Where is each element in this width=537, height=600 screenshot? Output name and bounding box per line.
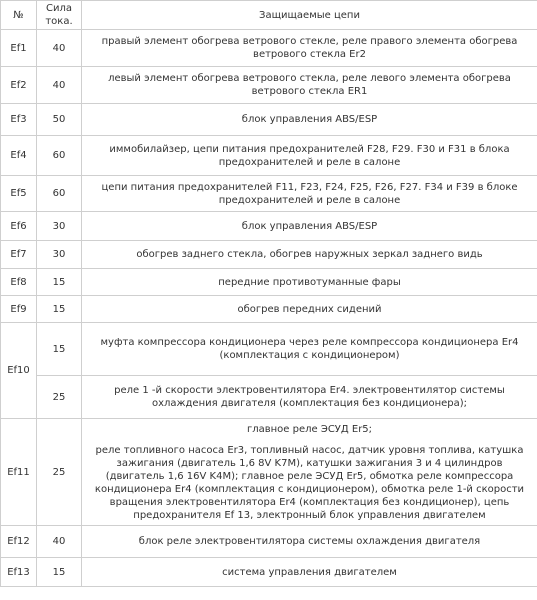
fuse-circuits: цепи питания предохранителей F11, F23, F24, F25, F26, F27. F34 и F39 в блоке предохранителей и реле в салоне [82,176,537,212]
fuse-current: 30 [37,212,82,241]
table-row [1,67,537,104]
fuse-circuits: блок реле электровентилятора системы охлаждения двигателя [82,526,537,558]
table-row [1,30,537,67]
fuse-id: Ef6 [1,212,37,241]
fuse-current: 15 [37,296,82,323]
column-header-circuits: Защищаемые цепи [82,1,537,30]
fuse-current: 25 [37,376,82,419]
fuse-current: 40 [37,30,82,67]
table-row [1,104,537,136]
fuse-current: 15 [37,323,82,376]
fuse-current: 40 [37,526,82,558]
fuse-current: 15 [37,558,82,587]
fuse-id: Ef13 [1,558,37,587]
fuse-circuits: муфта компрессора кондиционера через реле компрессора кондиционера Er4 (комплектация с кондиционером) [82,323,537,376]
fuse-id: Ef3 [1,104,37,136]
fuse-circuits: иммобилайзер, цепи питания предохранителей F28, F29. F30 и F31 в блока предохранителей и реле в салоне [82,136,537,176]
table-row [1,176,537,212]
table-row [1,296,537,323]
fuse-circuits-line: главное реле ЭСУД Er5; [246,423,373,435]
fuse-circuits: передние противотуманные фары [82,269,537,296]
fuse-id: Ef12 [1,526,37,558]
fuse-id: Ef9 [1,296,37,323]
fuse-circuits: обогрев заднего стекла, обогрев наружных зеркал заднего видь [82,241,537,269]
table-row [1,526,537,558]
column-header-current: Сила тока. [37,1,82,30]
fuse-circuits: блок управления ABS/ESP [82,212,537,241]
fuse-id: Ef10 [1,323,37,419]
fuse-circuits-line: реле топливного насоса Er3, топливный насос, датчик уровня топлива, катушка зажигания (двигатель 1,6 8V K7M), катушки зажигания 3 и 4 цилиндров (двигатель 1,6 16V K4M); главное реле ЭСУД Er5, обмотка реле компрессора кондиционера Er4 (комплектация с кондиционером), обмотка реле 1-й скорости вращения электровентилятора Er4 (комплектация без кондиционер), цепь предохранителя Ef 13, электронный блок управления двигателем [94,444,525,521]
table-row [1,419,537,526]
fuse-id: Ef4 [1,136,37,176]
fuse-id: Ef1 [1,30,37,67]
fuse-id: Ef7 [1,241,37,269]
fuse-id: Ef11 [1,419,37,526]
table-header-row [1,1,537,30]
fuse-circuits: система управления двигателем [82,558,537,587]
fuse-current: 30 [37,241,82,269]
fuse-circuits: обогрев передних сидений [82,296,537,323]
fuse-circuits: правый элемент обогрева ветрового стекле, реле правого элемента обогрева ветрового стекла Er2 [82,30,537,67]
table-row [1,323,537,376]
fuse-current: 50 [37,104,82,136]
table-row [1,376,537,419]
fuse-circuits: реле 1 -й скорости электровентилятора Er4. электровентилятор системы охлаждения двигателя (комплектация без кондиционера); [82,376,537,419]
fuse-current: 60 [37,176,82,212]
table-row [1,212,537,241]
column-header-number: № [1,1,37,30]
fuse-circuits: левый элемент обогрева ветрового стекла, реле левого элемента обогрева ветрового стекла ER1 [82,67,537,104]
fuse-current: 60 [37,136,82,176]
fuse-id: Ef8 [1,269,37,296]
fuse-current: 40 [37,67,82,104]
table-row [1,558,537,587]
table-row [1,136,537,176]
fuse-current: 15 [37,269,82,296]
fuse-id: Ef2 [1,67,37,104]
fuse-id: Ef5 [1,176,37,212]
table-row [1,269,537,296]
fuse-current: 25 [37,419,82,526]
fuse-circuits: блок управления ABS/ESP [82,104,537,136]
table-row [1,241,537,269]
fuse-circuits [82,419,537,526]
